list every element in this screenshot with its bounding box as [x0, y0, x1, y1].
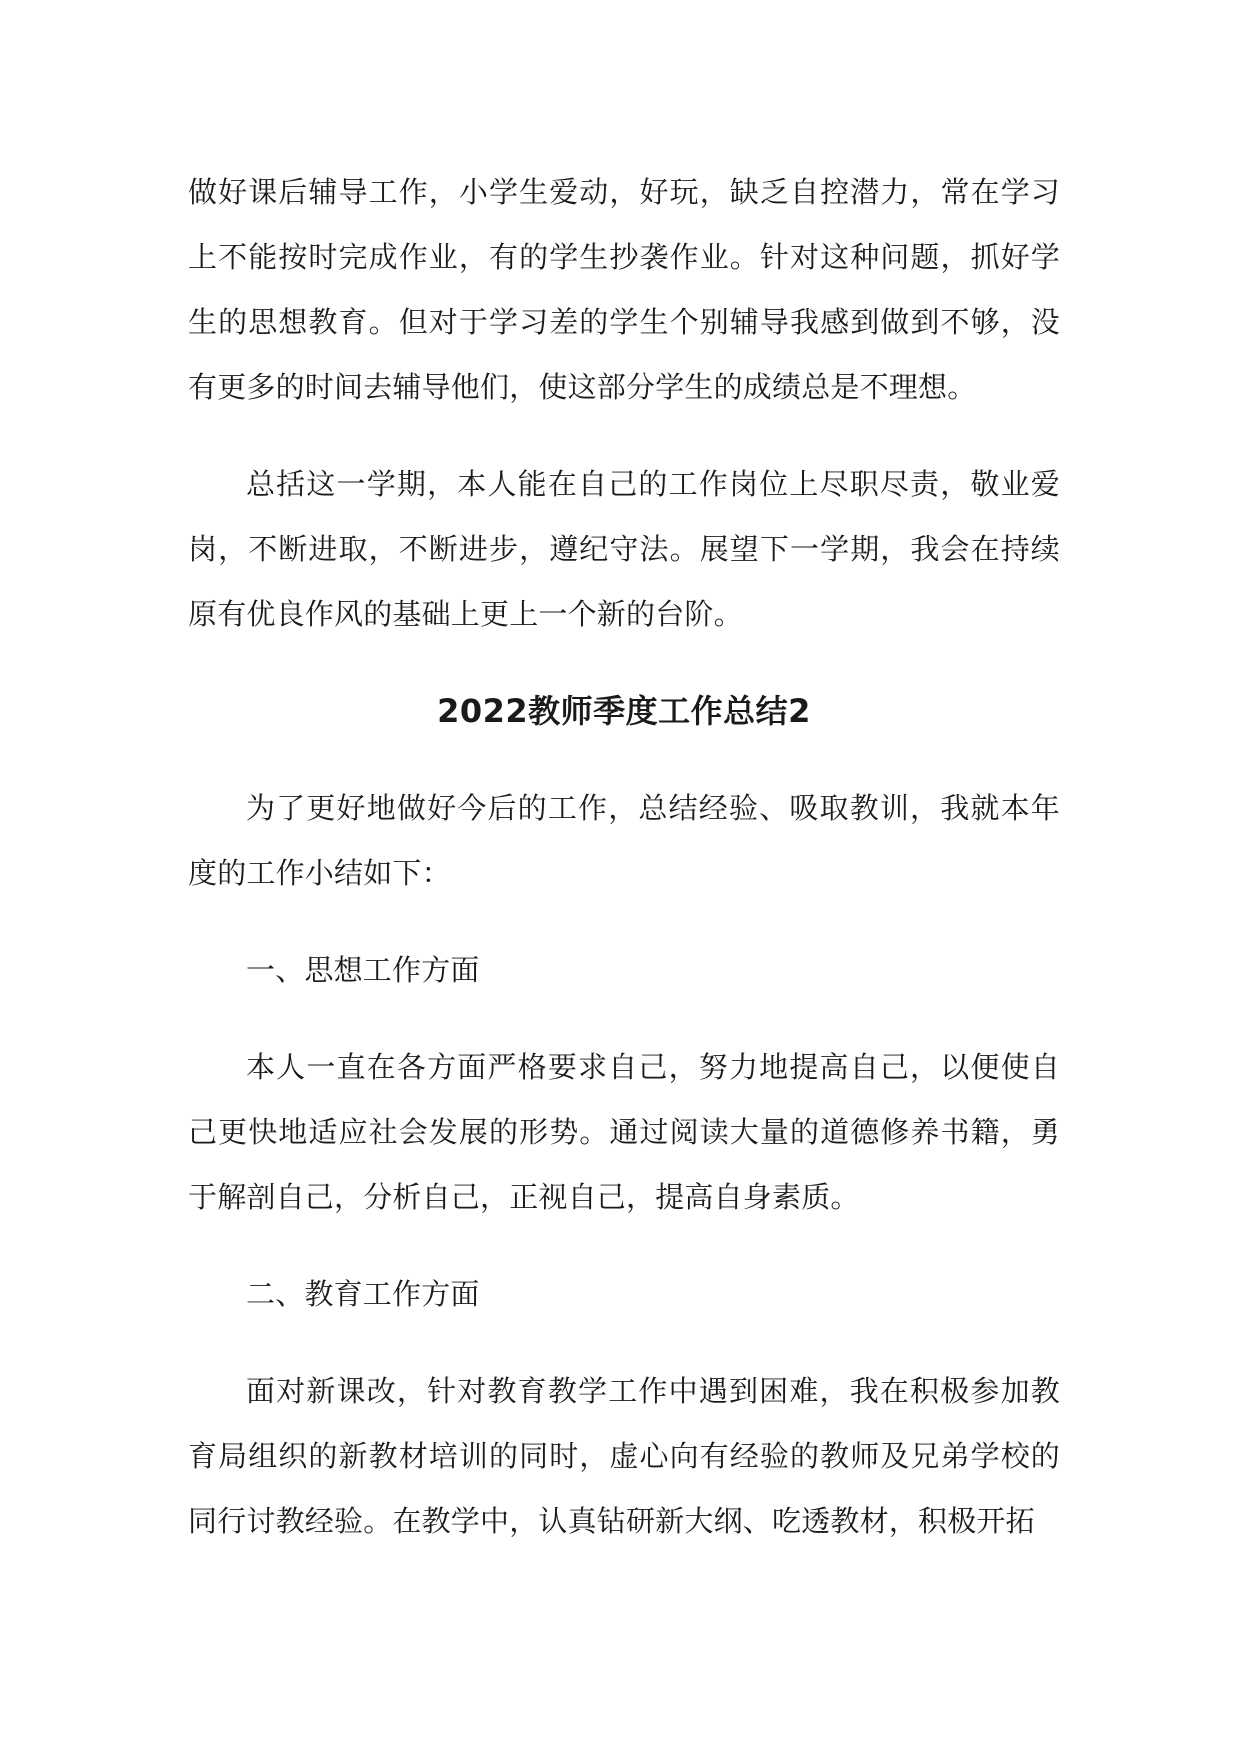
paragraph-education-work: 面对新课改，针对教育教学工作中遇到困难，我在积极参加教育局组织的新教材培训的同时，虚心向有经验的教师及兄弟学校的同行讨教经验。在教学中，认真钻研新大纲、吃透教材，积极开拓 — [188, 1374, 1060, 1538]
subheading-education-work: 二、教育工作方面 — [246, 1277, 480, 1311]
paragraph-tutoring: 做好课后辅导工作，小学生爱动，好玩，缺乏自控潜力，常在学习上不能按时完成作业，有的学生抄袭作业。针对这种问题，抓好学生的思想教育。但对于学习差的学生个别辅导我感到做到不够，没有更多的时间去辅导他们，使这部分学生的成绩总是不理想。 — [188, 175, 1060, 404]
paragraph-ideological-work: 本人一直在各方面严格要求自己，努力地提高自己，以便使自己更快地适应社会发展的形势。通过阅读大量的道德修养书籍，勇于解剖自己，分析自己，正视自己，提高自身素质。 — [188, 1050, 1060, 1214]
document-body — [188, 160, 1060, 1586]
section-title: 2022教师季度工作总结2 — [437, 692, 811, 730]
subheading-ideological-work: 一、思想工作方面 — [246, 953, 480, 987]
paragraph-semester-summary: 总括这一学期，本人能在自己的工作岗位上尽职尽责，敬业爱岗，不断进取，不断进步，遵纪守法。展望下一学期，我会在持续原有优良作风的基础上更上一个新的台阶。 — [188, 467, 1060, 631]
paragraph-intro: 为了更好地做好今后的工作，总结经验、吸取教训，我就本年度的工作小结如下： — [188, 791, 1060, 890]
